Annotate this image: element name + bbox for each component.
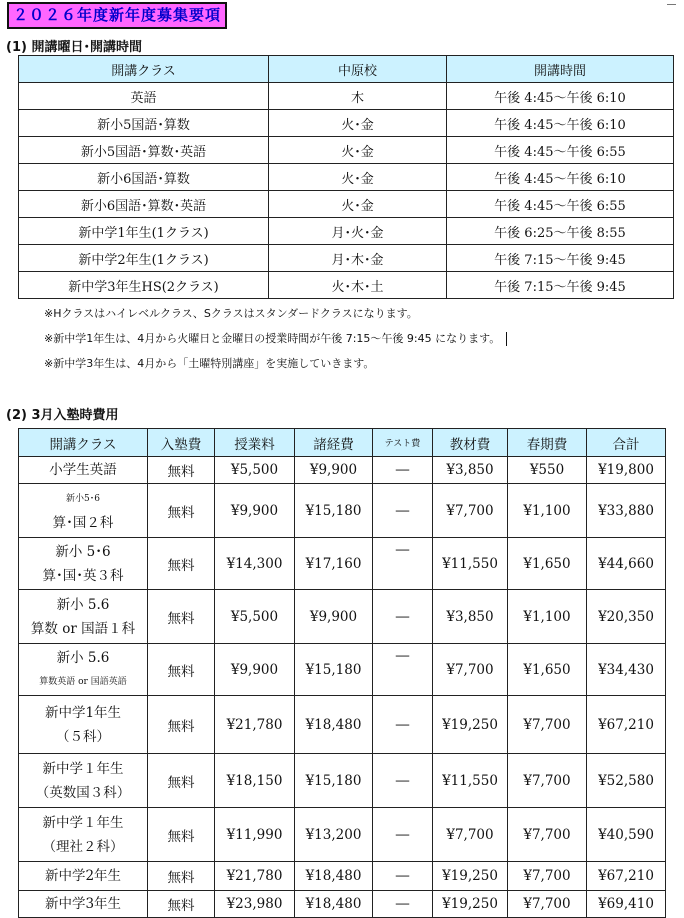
schedule-header-row: [19, 56, 674, 83]
tuition-cell: ¥23,980: [215, 891, 295, 918]
fees-header-row: [19, 429, 666, 457]
tuition-cell: ¥9,900: [215, 644, 295, 696]
test-cell: ―: [373, 457, 433, 484]
text-cursor: [506, 332, 507, 346]
fees-body: [19, 457, 666, 918]
materials-cell: ¥7,700: [433, 644, 508, 696]
class-cell: 新中学2年生(1クラス): [19, 245, 269, 272]
day-cell: 火･金: [269, 137, 447, 164]
test-cell: ―: [373, 484, 433, 538]
fee-class-line: 新中学１年生: [42, 760, 124, 777]
total-cell: ¥44,660: [587, 538, 666, 590]
time-cell: 午後 6:25～午後 8:55: [447, 218, 674, 245]
materials-cell: ¥19,250: [433, 891, 508, 918]
fee-row: [19, 590, 666, 644]
fee-class-line: 小学生英語: [49, 462, 117, 478]
materials-cell: ¥11,550: [433, 538, 508, 590]
test-cell: ―: [373, 808, 433, 862]
total-cell: ¥67,210: [587, 696, 666, 754]
header-class: 開講クラス: [19, 56, 269, 83]
section1-heading: (1) 開講曜日･開講時間: [6, 40, 142, 55]
schedule-row: [19, 83, 674, 110]
tuition-cell: ¥21,780: [215, 696, 295, 754]
class-cell: 新小5国語･算数: [19, 110, 269, 137]
spring-cell: ¥1,100: [508, 484, 587, 538]
spring-cell: ¥7,700: [508, 862, 587, 891]
misc-cell: ¥15,180: [295, 484, 373, 538]
header-materials: 教材費: [433, 429, 508, 457]
materials-cell: ¥7,700: [433, 484, 508, 538]
misc-cell: ¥9,900: [295, 590, 373, 644]
time-cell: 午後 4:45～午後 6:10: [447, 110, 674, 137]
materials-cell: ¥3,850: [433, 457, 508, 484]
misc-cell: ¥9,900: [295, 457, 373, 484]
admission-cell: 無料: [148, 808, 215, 862]
materials-cell: ¥3,850: [433, 590, 508, 644]
total-cell: ¥52,580: [587, 754, 666, 808]
fee-class-cell: [19, 538, 148, 590]
fee-class-cell: [19, 644, 148, 696]
time-cell: 午後 7:15～午後 9:45: [447, 245, 674, 272]
fee-row: [19, 862, 666, 891]
corner-mark: [667, 4, 676, 5]
misc-cell: ¥18,480: [295, 891, 373, 918]
fee-class-cell: [19, 808, 148, 862]
misc-cell: ¥18,480: [295, 696, 373, 754]
header-admission: 入塾費: [148, 429, 215, 457]
total-cell: ¥40,590: [587, 808, 666, 862]
fee-class-line: 算数英語 or 国語英語: [39, 676, 127, 687]
time-cell: 午後 4:45～午後 6:10: [447, 83, 674, 110]
day-cell: 月･火･金: [269, 218, 447, 245]
page-title: ２０２６年度新年度募集要項: [7, 2, 227, 29]
fee-row: [19, 538, 666, 590]
header-class: 開講クラス: [19, 429, 148, 457]
fee-row: [19, 457, 666, 484]
fee-class-line: 算･国･英３科: [42, 567, 124, 584]
schedule-table: [18, 55, 674, 299]
fee-class-line: （英数国３科）: [35, 784, 131, 801]
fee-class-cell: [19, 696, 148, 754]
note-grade1-text: ※新中学1年生は、4月から火曜日と金曜日の授業時間が午後 7:15～午後 9:45 になります。: [44, 332, 501, 345]
fee-row: [19, 484, 666, 538]
note-grade1-schedule: [44, 330, 507, 346]
time-cell: 午後 4:45～午後 6:10: [447, 164, 674, 191]
day-cell: 月･木･金: [269, 245, 447, 272]
fee-class-cell: [19, 457, 148, 484]
total-cell: ¥34,430: [587, 644, 666, 696]
schedule-row: [19, 137, 674, 164]
day-cell: 火･木･土: [269, 272, 447, 299]
fee-row: [19, 891, 666, 918]
fee-class-line: （５科）: [56, 728, 110, 745]
schedule-row: [19, 272, 674, 299]
day-cell: 火･金: [269, 164, 447, 191]
test-cell: ―: [373, 862, 433, 891]
spring-cell: ¥7,700: [508, 754, 587, 808]
total-cell: ¥33,880: [587, 484, 666, 538]
time-cell: 午後 4:45～午後 6:55: [447, 191, 674, 218]
misc-cell: ¥15,180: [295, 754, 373, 808]
admission-cell: 無料: [148, 862, 215, 891]
admission-cell: 無料: [148, 696, 215, 754]
tuition-cell: ¥18,150: [215, 754, 295, 808]
schedule-row: [19, 191, 674, 218]
class-cell: 新小6国語･算数･英語: [19, 191, 269, 218]
fee-class-line: 新中学2年生: [44, 868, 122, 884]
fee-class-line: 新小5･6: [66, 493, 100, 504]
misc-cell: ¥13,200: [295, 808, 373, 862]
fee-class-line: 算･国２科: [52, 514, 114, 531]
class-cell: 新中学1年生(1クラス): [19, 218, 269, 245]
fee-class-line: 新小 5.6: [56, 649, 110, 666]
section2-heading: (2) 3月入塾時費用: [6, 408, 119, 423]
admission-cell: 無料: [148, 891, 215, 918]
schedule-row: [19, 164, 674, 191]
admission-cell: 無料: [148, 457, 215, 484]
fee-class-line: 新中学1年生: [44, 704, 122, 721]
fee-class-cell: [19, 862, 148, 891]
admission-cell: 無料: [148, 538, 215, 590]
spring-cell: ¥7,700: [508, 808, 587, 862]
misc-cell: ¥17,160: [295, 538, 373, 590]
fee-class-cell: [19, 590, 148, 644]
header-test: テスト費: [373, 429, 433, 457]
fee-class-cell: [19, 754, 148, 808]
total-cell: ¥67,210: [587, 862, 666, 891]
fee-row: [19, 754, 666, 808]
test-cell: ―: [373, 891, 433, 918]
tuition-cell: ¥5,500: [215, 457, 295, 484]
fee-class-line: 新中学１年生: [42, 814, 124, 831]
misc-cell: ¥15,180: [295, 644, 373, 696]
fee-class-line: 算数 or 国語１科: [30, 620, 136, 637]
fee-class-cell: [19, 891, 148, 918]
schedule-row: [19, 218, 674, 245]
tuition-cell: ¥11,990: [215, 808, 295, 862]
header-misc: 諸経費: [295, 429, 373, 457]
note-grade3-saturday: ※新中学3年生は、4月から「土曜特別講座」を実施していきます。: [44, 357, 375, 370]
spring-cell: ¥1,650: [508, 538, 587, 590]
fee-class-line: 新小 5.6: [56, 596, 110, 613]
materials-cell: ¥19,250: [433, 696, 508, 754]
fee-class-line: 新中学3年生: [44, 896, 122, 912]
misc-cell: ¥18,480: [295, 862, 373, 891]
day-cell: 火･金: [269, 110, 447, 137]
materials-cell: ¥19,250: [433, 862, 508, 891]
spring-cell: ¥550: [508, 457, 587, 484]
schedule-row: [19, 245, 674, 272]
time-cell: 午後 7:15～午後 9:45: [447, 272, 674, 299]
total-cell: ¥19,800: [587, 457, 666, 484]
tuition-cell: ¥21,780: [215, 862, 295, 891]
spring-cell: ¥1,100: [508, 590, 587, 644]
fee-class-cell: [19, 484, 148, 538]
header-campus: 中原校: [269, 56, 447, 83]
day-cell: 木: [269, 83, 447, 110]
admission-cell: 無料: [148, 484, 215, 538]
spring-cell: ¥1,650: [508, 644, 587, 696]
spring-cell: ¥7,700: [508, 891, 587, 918]
test-cell: ―: [373, 590, 433, 644]
test-cell: ―: [373, 644, 433, 696]
tuition-cell: ¥14,300: [215, 538, 295, 590]
tuition-cell: ¥9,900: [215, 484, 295, 538]
total-cell: ¥69,410: [587, 891, 666, 918]
test-cell: ―: [373, 538, 433, 590]
admission-cell: 無料: [148, 754, 215, 808]
header-time: 開講時間: [447, 56, 674, 83]
materials-cell: ¥7,700: [433, 808, 508, 862]
note-class-levels: ※Hクラスはハイレベルクラス、Sクラスはスタンダードクラスになります。: [44, 307, 418, 320]
header-total: 合計: [587, 429, 666, 457]
time-cell: 午後 4:45～午後 6:55: [447, 137, 674, 164]
class-cell: 新小5国語･算数･英語: [19, 137, 269, 164]
class-cell: 英語: [19, 83, 269, 110]
fee-class-line: 新小 5･6: [55, 543, 111, 560]
fee-class-line: （理社２科）: [42, 838, 124, 855]
tuition-cell: ¥5,500: [215, 590, 295, 644]
fee-row: [19, 808, 666, 862]
fees-table: [18, 428, 666, 918]
test-cell: ―: [373, 696, 433, 754]
schedule-row: [19, 110, 674, 137]
fee-row: [19, 696, 666, 754]
day-cell: 火･金: [269, 191, 447, 218]
admission-cell: 無料: [148, 644, 215, 696]
class-cell: 新小6国語･算数: [19, 164, 269, 191]
spring-cell: ¥7,700: [508, 696, 587, 754]
class-cell: 新中学3年生HS(2クラス): [19, 272, 269, 299]
materials-cell: ¥11,550: [433, 754, 508, 808]
header-tuition: 授業料: [215, 429, 295, 457]
test-cell: ―: [373, 754, 433, 808]
fee-row: [19, 644, 666, 696]
admission-cell: 無料: [148, 590, 215, 644]
header-spring: 春期費: [508, 429, 587, 457]
total-cell: ¥20,350: [587, 590, 666, 644]
